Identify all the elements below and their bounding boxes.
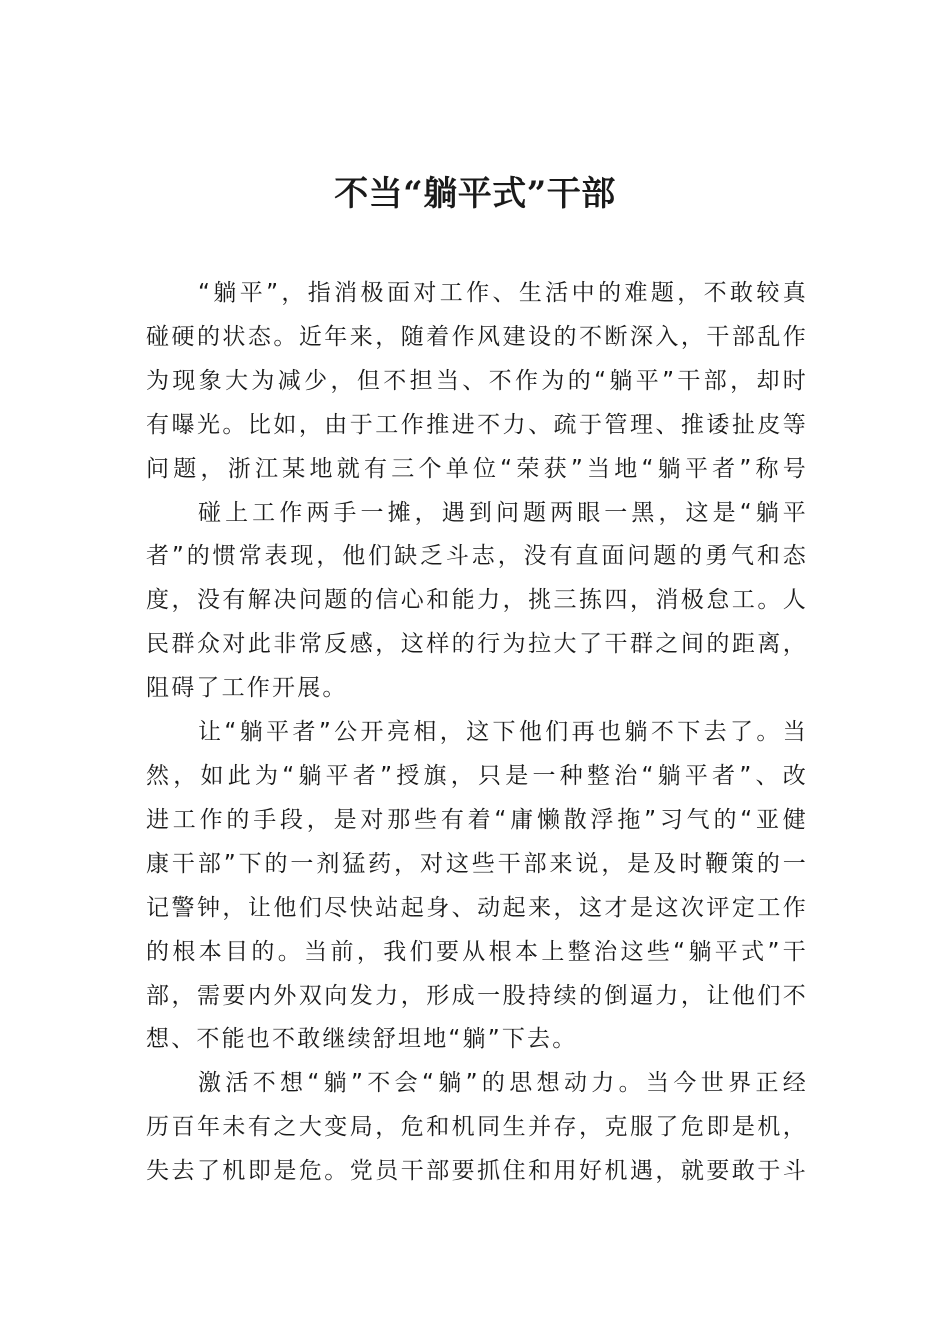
paragraph-line: 民群众对此非常反感，这样的行为拉大了干群之间的距离， (146, 631, 808, 658)
paragraph-line: 的根本目的。当前，我们要从根本上整治这些“躺平式”干 (146, 938, 808, 965)
paragraph-1 (146, 272, 808, 492)
paragraph-line: 者”的惯常表现，他们缺乏斗志，没有直面问题的勇气和态 (146, 543, 808, 570)
paragraph-line: 碰上工作两手一摊，遇到问题两眼一黑，这是“躺平 (198, 499, 808, 526)
document-body (146, 272, 808, 1194)
paragraph-line: 失去了机即是危。党员干部要抓住和用好机遇，就要敢于斗 (146, 1158, 808, 1185)
paragraph-line: 阻碍了工作开展。 (146, 675, 348, 702)
paragraph-line: 让“躺平者”公开亮相，这下他们再也躺不下去了。当 (198, 719, 808, 746)
paragraph-line: 问题，浙江某地就有三个单位“荣获”当地“躺平者”称号 (146, 455, 808, 482)
document-title: 不当“躺平式”干部 (334, 174, 616, 214)
paragraph-line: 康干部”下的一剂猛药，对这些干部来说，是及时鞭策的一 (146, 850, 808, 877)
paragraph-line: 记警钟，让他们尽快站起身、动起来，这才是这次评定工作 (146, 894, 808, 921)
paragraph-line: “躺平”，指消极面对工作、生活中的难题，不敢较真 (198, 280, 808, 306)
paragraph-line: 部，需要内外双向发力，形成一股持续的倒逼力，让他们不 (146, 982, 808, 1009)
paragraph-line: 进工作的手段，是对那些有着“庸懒散浮拖”习气的“亚健 (146, 806, 808, 833)
paragraph-3 (146, 711, 808, 1062)
paragraph-line: 碰硬的状态。近年来，随着作风建设的不断深入，干部乱作 (146, 323, 808, 350)
paragraph-line: 为现象大为减少，但不担当、不作为的“躺平”干部，却时 (146, 367, 808, 394)
paragraph-line: 激活不想“躺”不会“躺”的思想动力。当今世界正经 (198, 1070, 808, 1097)
paragraph-2 (146, 492, 808, 712)
paragraph-line: 历百年未有之大变局，危和机同生并存，克服了危即是机， (146, 1114, 808, 1141)
paragraph-line: 有曝光。比如，由于工作推进不力、疏于管理、推诿扯皮等 (146, 411, 808, 438)
paragraph-line: 想、不能也不敢继续舒坦地“躺”下去。 (146, 1026, 578, 1053)
paragraph-line: 然，如此为“躺平者”授旗，只是一种整治“躺平者”、改 (146, 762, 808, 789)
paragraph-line: 度，没有解决问题的信心和能力，挑三拣四，消极怠工。人 (146, 587, 808, 614)
paragraph-4 (146, 1062, 808, 1194)
